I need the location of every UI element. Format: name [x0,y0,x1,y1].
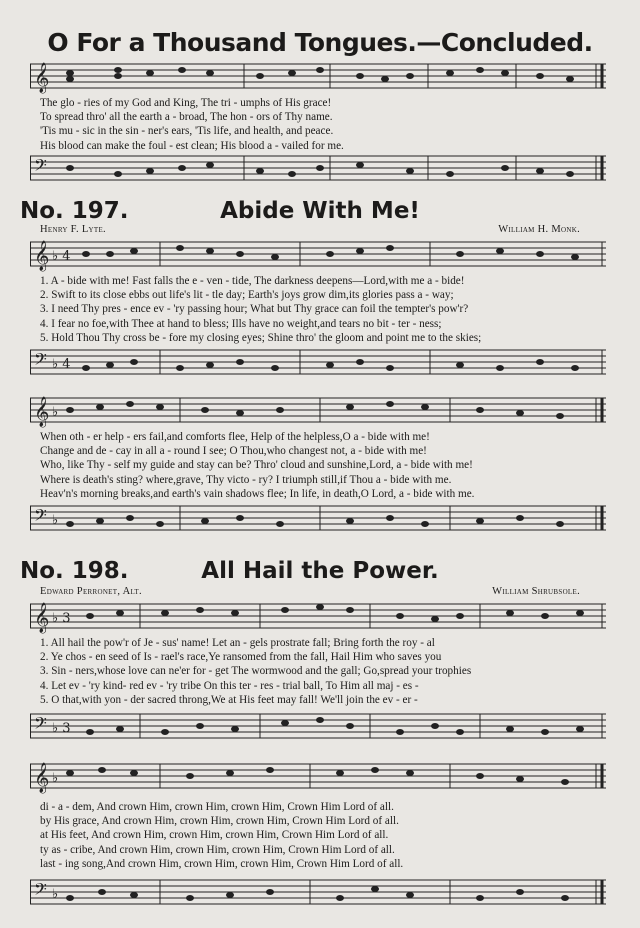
svg-text:𝄢: 𝄢 [34,879,47,903]
svg-text:♭: ♭ [52,771,59,786]
svg-text:𝄢: 𝄢 [34,713,47,737]
svg-text:𝄞: 𝄞 [34,397,50,427]
verse-line: 3. I need Thy pres - ence ev - 'ry passing hour; What but Thy grace can foil the tempter's pow'r? [40,303,469,316]
svg-text:𝄞: 𝄞 [34,763,50,793]
svg-text:♭ 4: ♭ 4 [52,249,71,264]
treble-staff [30,236,606,276]
verse-line: 'Tis mu - sic in the sin - ner's ears, 'Tis life, and health, and peace. [40,125,334,138]
verse-line: by His grace, And crown Him, crown Him, crown Him, Crown Him Lord of all. [40,815,399,828]
verse-line: di - a - dem, And crown Him, crown Him, crown Him, Crown Him Lord of all. [40,801,394,813]
bass-staff [30,874,606,914]
top-hymn-verses [40,96,600,153]
svg-text:𝄞: 𝄞 [34,63,50,93]
svg-text:♭: ♭ [52,887,59,902]
verse-line: When oth - er help - ers fail,and comforts flee, Help of the helpless,O a - bide with me! [40,431,430,443]
hymn-title: Abide With Me! [220,198,420,224]
verse-line: last - ing song,And crown Him, crown Him, crown Him, Crown Him Lord of all. [40,857,404,870]
bass-staff [30,344,606,384]
treble-staff [30,758,606,798]
treble-staff [30,392,606,432]
hymn-author: Henry F. Lyte. [40,224,106,235]
verse-line: 1. A - bide with me! Fast falls the e - ven - tide, The darkness deepens—Lord,with me a - bide! [40,275,465,287]
verse-line: 2. Swift to its close ebbs out life's lit - tle day; Earth's joys grow dim,its glories pass a - way; [40,289,454,302]
hymn-number: No. 198. [20,558,129,584]
hymn-number: No. 197. [20,198,129,224]
bass-staff [30,150,606,190]
svg-text:𝄢: 𝄢 [34,505,47,529]
hymn-composer: William Shrubsole. [492,586,580,597]
verse-line: Where is death's sting? where,grave, Thy victo - ry? I triumph still,if Thou a - bide with me. [40,473,452,486]
svg-text:𝄢: 𝄢 [34,349,47,373]
verse-line: 3. Sin - ners,whose love can ne'er for - get The wormwood and the gall; Go,spread your trophies [40,665,472,678]
svg-text:𝄞: 𝄞 [34,241,50,271]
hymn-title: All Hail the Power. [201,558,439,584]
hymn-197-verses-b [40,430,600,501]
verse-line: Who, like Thy - self my guide and stay can be? Thro' cloud and sunshine,Lord, a - bide with me! [40,459,473,472]
verse-line: 4. Let ev - 'ry kind- red ev - 'ry tribe On this ter - res - trial ball, To Him all maj - es - [40,679,419,692]
verse-line: Change and de - cay in all a - round I see; O Thou,who changest not, a - bide with me! [40,445,427,458]
svg-text:𝄞: 𝄞 [34,603,50,633]
top-hymn-title: O For a Thousand Tongues.—Concluded. [47,28,593,57]
svg-text:♭ 3: ♭ 3 [52,721,71,736]
svg-text:♭: ♭ [52,405,59,420]
verse-line: Heav'n's morning breaks,and earth's vain shadows flee; In life, in death,O Lord, a - bide with me. [40,487,475,500]
verse-line: His blood can make the foul - est clean; His blood a - vailed for me. [40,139,344,152]
hymn-author: Edward Perronet, Alt. [40,586,142,597]
verse-line: 5. Hold Thou Thy cross be - fore my closing eyes; Shine thro' the gloom and point me to the skies; [40,331,482,344]
svg-text:♭ 3: ♭ 3 [52,611,71,626]
bass-staff [30,500,606,540]
verse-line: To spread thro' all the earth a - broad, The hon - ors of Thy name. [40,111,333,124]
verse-line: 1. All hail the pow'r of Je - sus' name! Let an - gels prostrate fall; Bring forth the roy - al [40,637,435,649]
verse-line: 5. O that,with yon - der sacred throng,We at His feet may fall! We'll join the ev - er - [40,693,418,706]
svg-text:♭: ♭ [52,513,59,528]
verse-line: The glo - ries of my God and King, The tri - umphs of His grace! [40,97,332,109]
treble-staff [30,58,606,98]
bass-staff [30,708,606,748]
svg-text:♭ 4: ♭ 4 [52,357,71,372]
treble-staff [30,598,606,638]
verse-line: 2. Ye chos - en seed of Is - rael's race,Ye ransomed from the fall, Hail Him who saves you [40,651,442,664]
hymn-197-verses-a [40,274,600,345]
hymn-composer: William H. Monk. [498,224,580,235]
verse-line: ty as - cribe, And crown Him, crown Him, crown Him, Crown Him Lord of all. [40,843,395,856]
hymn-198-verses-b [40,800,600,871]
verse-line: at His feet, And crown Him, crown Him, crown Him, Crown Him Lord of all. [40,829,389,842]
hymn-198-verses-a [40,636,600,707]
svg-text:𝄢: 𝄢 [34,155,47,179]
verse-line: 4. I fear no foe,with Thee at hand to bless; Ills have no weight,and tears no bit - ter - ness; [40,317,442,330]
